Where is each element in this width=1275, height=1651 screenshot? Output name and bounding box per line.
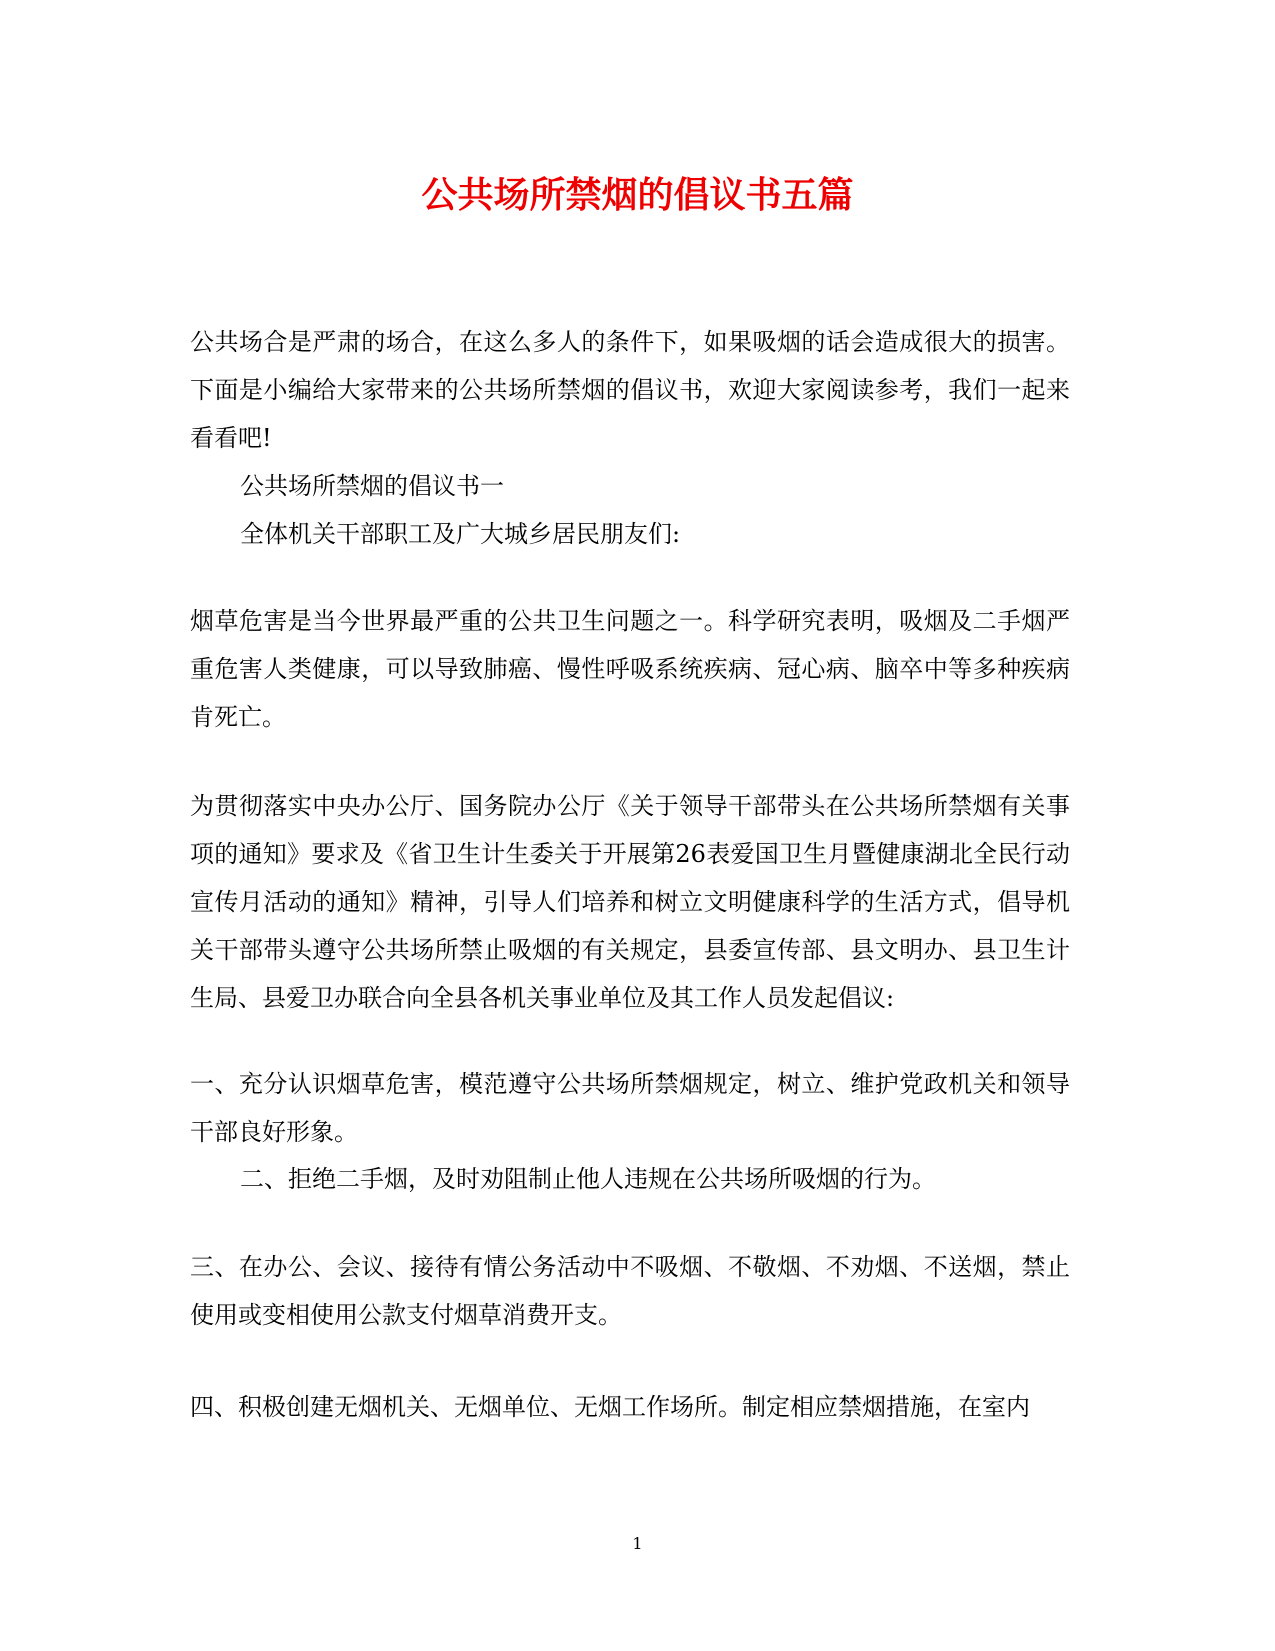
intro-paragraph: 公共场合是严肃的场合，在这么多人的条件下，如果吸烟的话会造成很大的损害。下面是小编给大家带来的公共场所禁烟的倡议书，欢迎大家阅读参考，我们一起来看看吧! [190, 328, 1070, 452]
page-number: 1 [632, 1534, 643, 1553]
proposal-item-one: 一、充分认识烟草危害，模范遵守公共场所禁烟规定，树立、维护党政机关和领导干部良好形象。 [190, 1070, 1070, 1146]
document-title: 公共场所禁烟的倡议书五篇 [421, 174, 854, 216]
body-paragraph-tobacco-harm: 烟草危害是当今世界最严重的公共卫生问题之一。科学研究表明，吸烟及二手烟严重危害人类健康，可以导致肺癌、慢性呼吸系统疾病、冠心病、脑卒中等多种疾病肯死亡。 [190, 607, 1070, 731]
section-heading-one: 公共场所禁烟的倡议书一 [240, 472, 504, 500]
proposal-item-four: 四、积极创建无烟机关、无烟单位、无烟工作场所。制定相应禁烟措施，在室内 [190, 1393, 1030, 1421]
proposal-item-two: 二、拒绝二手烟，及时劝阻制止他人违规在公共场所吸烟的行为。 [240, 1165, 936, 1193]
body-paragraph-initiative: 为贯彻落实中央办公厅、国务院办公厅《关于领导干部带头在公共场所禁烟有关事项的通知》要求及《省卫生计生委关于开展第26表爱国卫生月暨健康湖北全民行动宣传月活动的通知》精神，引导人们培养和树立文明健康科学的生活方式，倡导机关干部带头遵守公共场所禁止吸烟的有关规定，县委宣传部、县文明办、县卫生计生局、县爱卫办联合向全县各机关事业单位及其工作人员发起倡议: [190, 792, 1070, 1012]
salutation: 全体机关干部职工及广大城乡居民朋友们: [240, 520, 681, 548]
proposal-item-three: 三、在办公、会议、接待有情公务活动中不吸烟、不敬烟、不劝烟、不送烟，禁止使用或变相使用公款支付烟草消费开支。 [190, 1253, 1070, 1329]
